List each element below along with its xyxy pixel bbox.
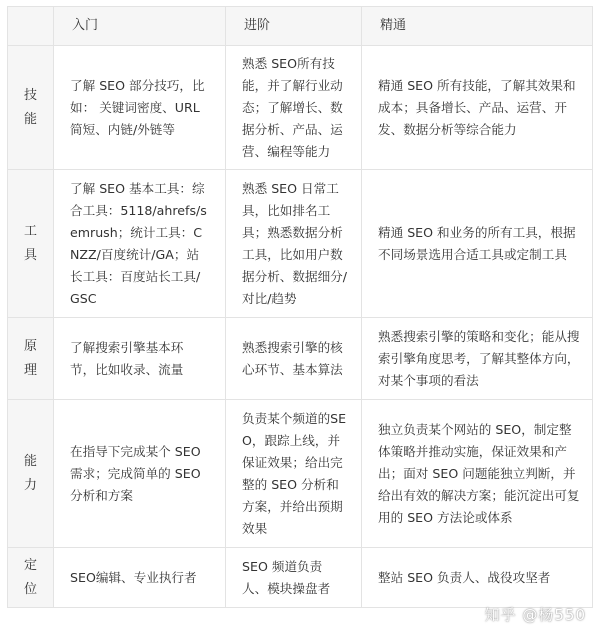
- table-cell: 精通 SEO 和业务的所有工具，根据不同场景选用合适工具或定制工具: [362, 170, 593, 318]
- row-label-tools: [8, 170, 54, 318]
- table-cell: 了解搜索引擎基本环节，比如收录、流量: [54, 318, 226, 400]
- table-cell: 了解 SEO 部分技巧，比如： 关键词密度、URL 简短、内链/外链等: [54, 46, 226, 170]
- table-cell: 熟悉搜索引擎的核心环节、基本算法: [226, 318, 362, 400]
- table-cell: SEO 频道负责人、模块操盘者: [226, 548, 362, 608]
- row-label-text: 工具: [23, 223, 37, 263]
- table-cell: 独立负责某个网站的 SEO，制定整体策略并推动实施，保证效果和产出；面对 SEO 问题能独立判断，并给出有效的解决方案；能沉淀出可复用的 SEO 方法论或体系: [362, 400, 593, 548]
- table-cell: 整站 SEO 负责人、战役攻坚者: [362, 548, 593, 608]
- table-header-row: [8, 7, 593, 46]
- table-row-principles: [8, 318, 593, 400]
- row-label-skills: [8, 46, 54, 170]
- table-cell: 熟悉 SEO 日常工具，比如排名工具；熟悉数据分析工具，比如用户数据分析、数据细分/对比/趋势: [226, 170, 362, 318]
- zhihu-watermark: 知乎 @杨550: [484, 606, 586, 624]
- table-cell: 在指导下完成某个 SEO 需求；完成简单的 SEO 分析和方案: [54, 400, 226, 548]
- row-label-text: 技能: [23, 87, 37, 127]
- table-cell: 负责某个频道的SEO，跟踪上线，并保证效果；给出完整的 SEO 分析和方案，并给出预期效果: [226, 400, 362, 548]
- header-expert: 精通: [362, 7, 593, 46]
- table-cell: 精通 SEO 所有技能，了解其效果和成本；具备增长、产品、运营、开发、数据分析等综合能力: [362, 46, 593, 170]
- table-cell: 了解 SEO 基本工具：综合工具：5118/ahrefs/semrush；统计工具：CNZZ/百度统计/GA；站长工具：百度站长工具/ GSC: [54, 170, 226, 318]
- table-cell: SEO编辑、专业执行者: [54, 548, 226, 608]
- header-intermediate: 进阶: [226, 7, 362, 46]
- table-row-ability: [8, 400, 593, 548]
- header-corner-cell: [8, 7, 54, 46]
- row-label-principles: [8, 318, 54, 400]
- table-row-skills: [8, 46, 593, 170]
- seo-level-table: [7, 6, 593, 608]
- header-beginner: 入门: [54, 7, 226, 46]
- row-label-positioning: [8, 548, 54, 608]
- row-label-text: 定位: [23, 557, 37, 597]
- row-label-text: 原理: [23, 338, 37, 378]
- table-cell: 熟悉 SEO所有技能，并了解行业动态；了解增长、数据分析、产品、运营、编程等能力: [226, 46, 362, 170]
- row-label-ability: [8, 400, 54, 548]
- table-row-positioning: [8, 548, 593, 608]
- table-row-tools: [8, 170, 593, 318]
- table-cell: 熟悉搜索引擎的策略和变化；能从搜索引擎角度思考，了解其整体方向，对某个事项的看法: [362, 318, 593, 400]
- row-label-text: 能力: [23, 453, 37, 493]
